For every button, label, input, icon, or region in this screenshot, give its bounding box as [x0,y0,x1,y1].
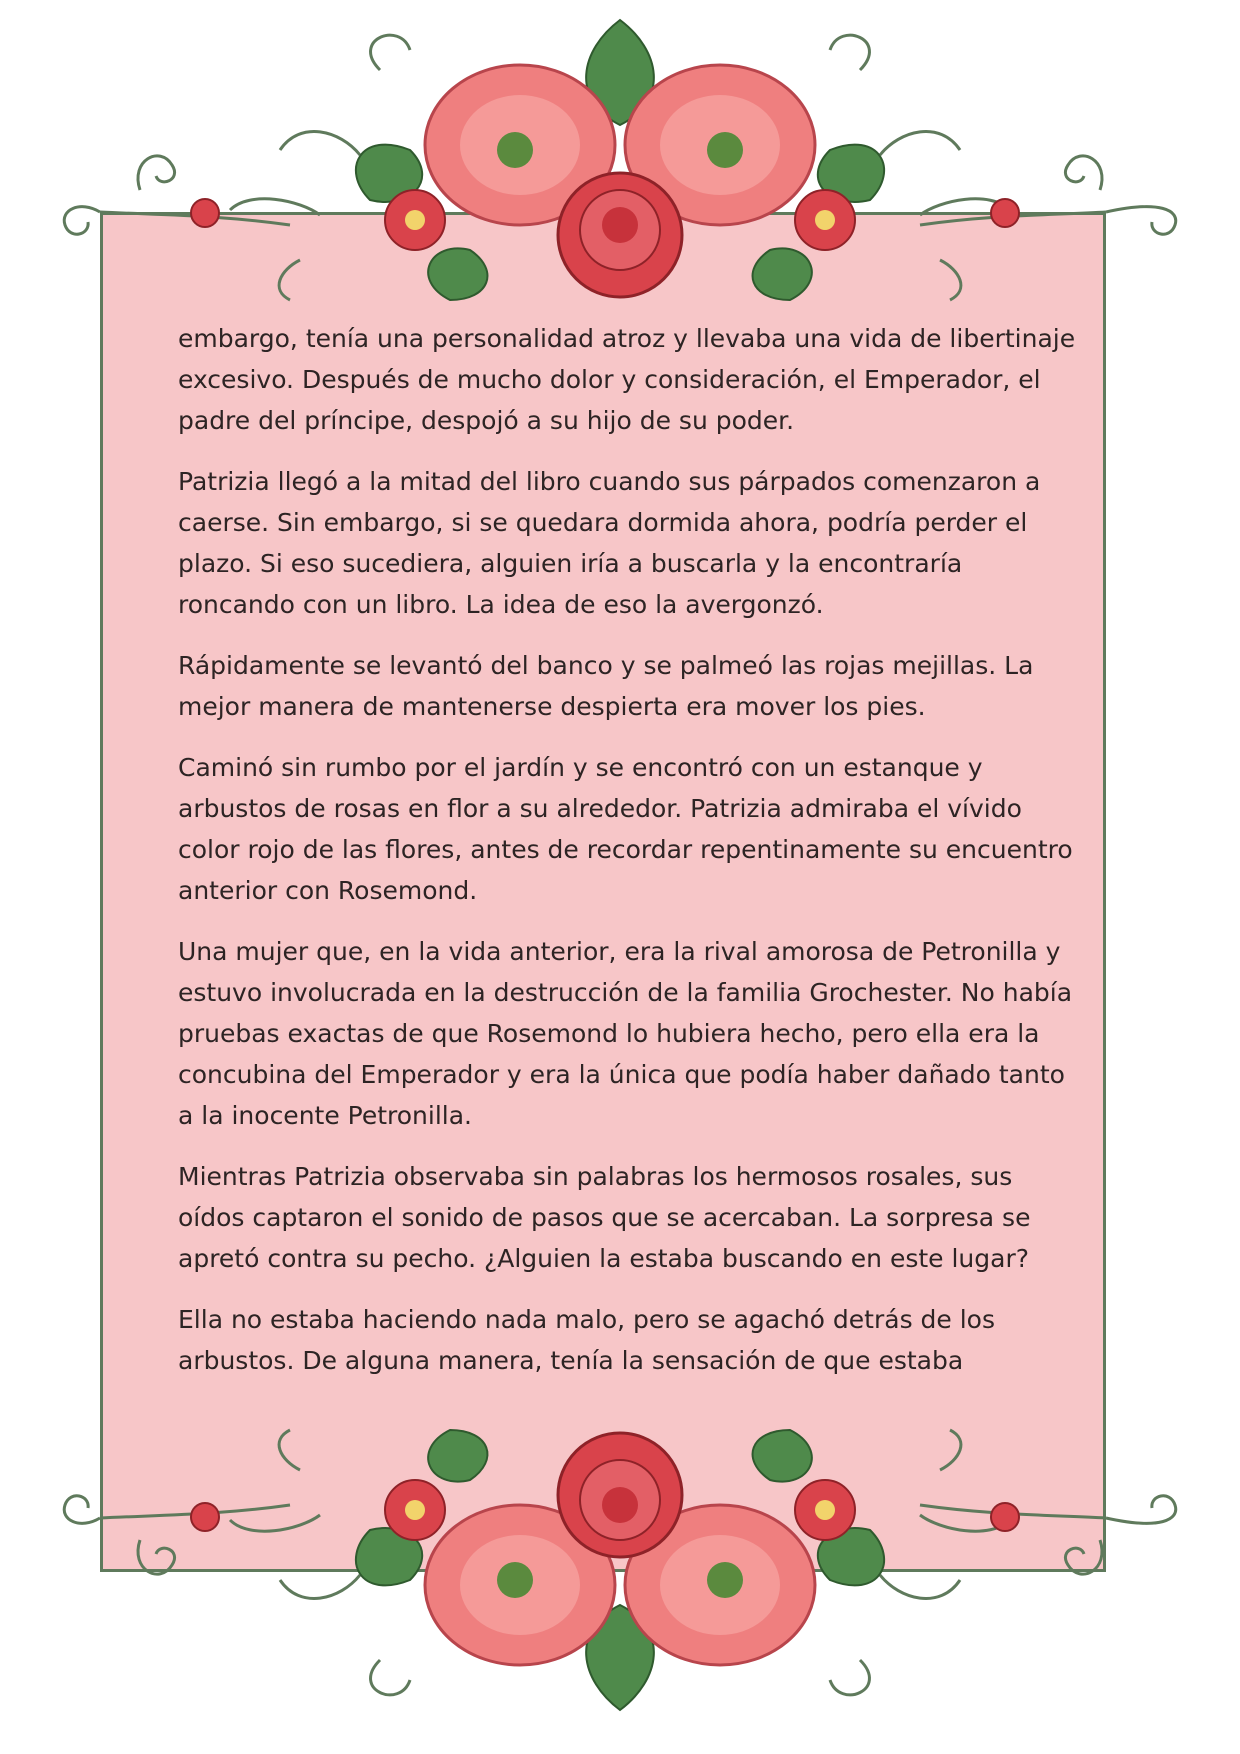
floral-ornament-bottom [0,1410,1240,1730]
body-text [178,318,1083,1401]
paragraph: Mientras Patrizia observaba sin palabras los hermosos rosales, sus oídos captaron el sonido de pasos que se acercaban. La sorpresa se apretó contra su pecho. ¿Alguien la estaba buscando en este lugar? [178,1162,1031,1273]
rose-icon [558,173,682,297]
floral-ornament-top [0,0,1240,320]
paragraph: Ella no estaba haciendo nada malo, pero se agachó detrás de los arbustos. De alguna manera, tenía la sensación de que estaba [178,1305,996,1375]
paragraph: Patrizia llegó a la mitad del libro cuando sus párpados comenzaron a caerse. Sin embargo, si se quedara dormida ahora, podría perder el plazo. Si eso sucediera, alguien iría a buscarla y la encontraría roncando con un libro. La idea de eso la avergonzó. [178,467,1041,619]
paragraph: Rápidamente se levantó del banco y se palmeó las rojas mejillas. La mejor manera de mantenerse despierta era mover los pies. [178,651,1034,721]
paragraph: embargo, tenía una personalidad atroz y llevaba una vida de libertinaje excesivo. Después de mucho dolor y consideración, el Emperador, el padre del príncipe, despojó a su hijo de su poder. [178,324,1076,435]
paragraph: Caminó sin rumbo por el jardín y se encontró con un estanque y arbustos de rosas en flor a su alrededor. Patrizia admiraba el vívido color rojo de las flores, antes de recordar repentinamente su encuentro anterior con Rosemond. [178,753,1073,905]
rose-icon [558,1433,682,1557]
paragraph: Una mujer que, en la vida anterior, era la rival amorosa de Petronilla y estuvo involucrada en la destrucción de la familia Grochester. No había pruebas exactas de que Rosemond lo hubiera hecho, pero ella era la concubina del Emperador y era la única que podía haber dañado tanto a la inocente Petronilla. [178,937,1073,1130]
